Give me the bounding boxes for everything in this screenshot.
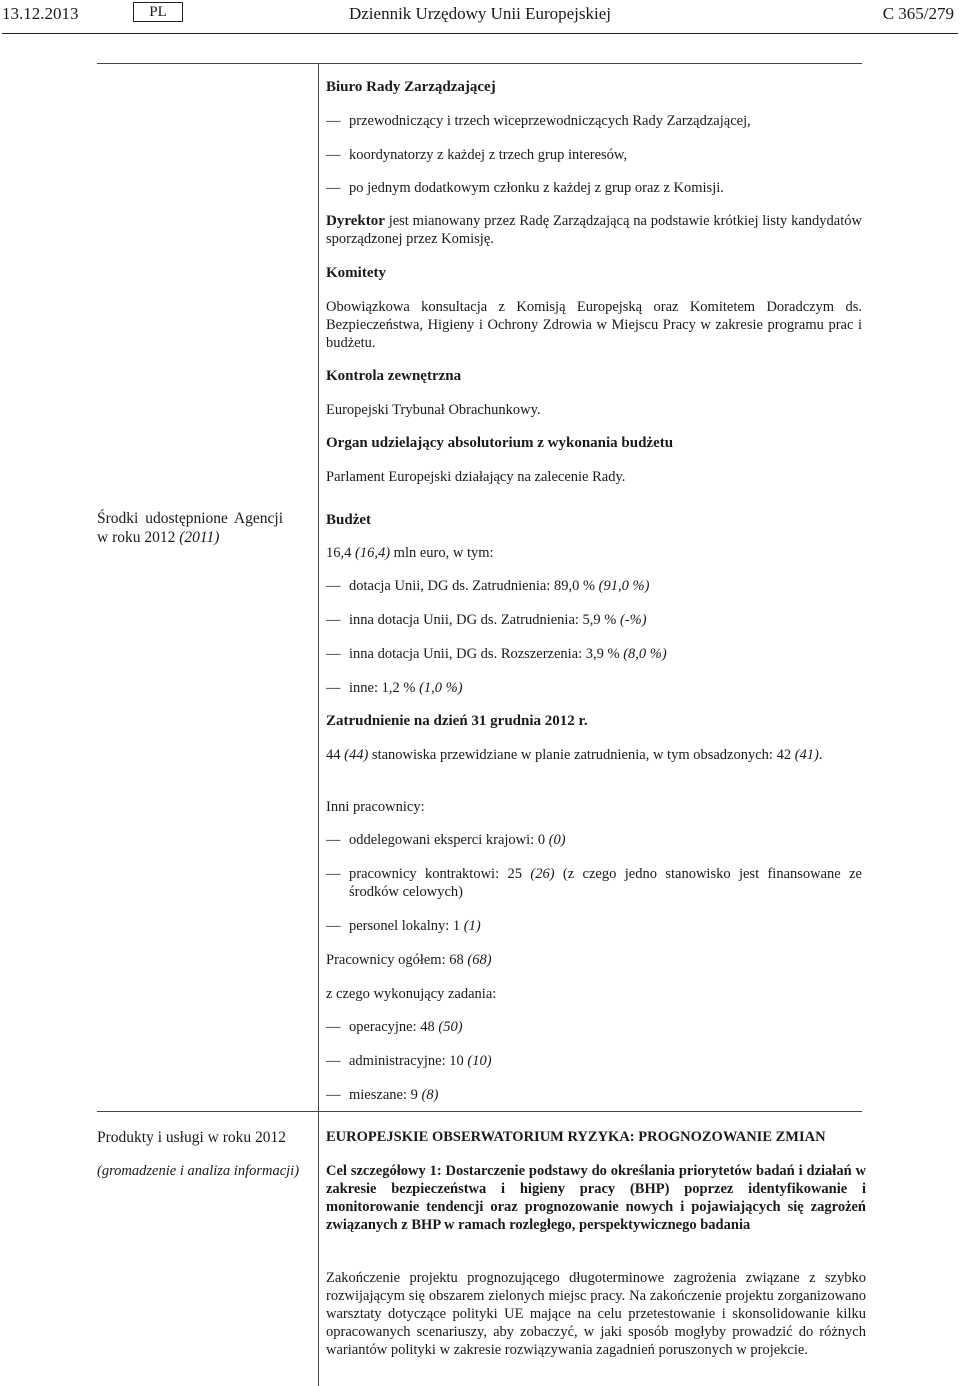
objective-paragraph: Cel szczegółowy 1: Dostarczenie podstawy do określania priorytetów badań i działań w zakresie bezpieczeństwa i higieny pracy (BHP) poprzez identyfikowanie i monitorowanie tendencji oraz prognozowanie nowych i pojawiających się zagrożeń związanych z BHP w ramach rozległego, perspektywicznego badania [326, 1163, 866, 1233]
discharge-heading: Organ udzielający absolutorium z wykonania budżetu [326, 435, 674, 451]
director-paragraph: Dyrektor jest mianowany przez Radę Zarządzającą na podstawie krótkiej listy kandydatów sporządzonej przez Komisję. [326, 213, 862, 247]
committees-heading: Komitety [326, 265, 386, 281]
board-list-item: — koordynatorzy z każdej z trzech grup interesów, [326, 147, 628, 163]
products-title: EUROPEJSKIE OBSERWATORIUM RYZYKA: PROGNOZOWANIE ZMIAN [326, 1129, 826, 1145]
resources-label-line2: w roku 2012 (2011) [97, 529, 220, 546]
other-staff-item: — oddelegowani eksperci krajowi: 0 (0) [326, 832, 566, 848]
table-column-divider [318, 63, 319, 1386]
budget-list-item: — inna dotacja Unii, DG ds. Zatrudnienia: 5,9 % (-%) [326, 612, 647, 628]
board-list-item: — po jednym dodatkowym członku z każdej z grup oraz z Komisji. [326, 180, 724, 196]
other-staff-item: — personel lokalny: 1 (1) [326, 918, 481, 934]
table-row-divider [97, 1111, 862, 1112]
task-item: — mieszane: 9 (8) [326, 1087, 439, 1103]
language-badge: PL [133, 2, 183, 22]
external-control-text: Europejski Trybunał Obrachunkowy. [326, 402, 541, 418]
publication-date: 13.12.2013 [2, 4, 79, 23]
external-control-heading: Kontrola zewnętrzna [326, 368, 462, 384]
header-divider [2, 33, 958, 34]
posts-paragraph: 44 (44) stanowiska przewidziane w planie zatrudnienia, w tym obsadzonych: 42 (41). [326, 747, 823, 763]
journal-title: Dziennik Urzędowy Unii Europejskiej [348, 4, 611, 23]
table-top-rule [97, 63, 862, 64]
tasks-label: z czego wykonujący zadania: [326, 986, 497, 1002]
budget-heading: Budżet [326, 512, 371, 528]
journal-reference: C 365/279 [882, 4, 954, 23]
task-item: — administracyjne: 10 (10) [326, 1053, 492, 1069]
budget-list-item: — inna dotacja Unii, DG ds. Rozszerzenia: 3,9 % (8,0 %) [326, 646, 667, 662]
total-staff: Pracownicy ogółem: 68 (68) [326, 952, 492, 968]
products-paragraph: Zakończenie projektu prognozującego długoterminowe zagrożenia związane z szybko rozwijającym się obszarem zielonych miejsc pracy. Na zakończenie projektu zorganizowano warsztaty dotyczące polityki UE mające na celu przetestowanie i skonsolidowanie kilku opracowanych scenariuszy, aby zobaczyć, w jaki sposób mogłyby prowadzić do różnych wariantów polityki w zakresie rozwiązywania zagadnień poruszonych w projekcie. [326, 1270, 866, 1358]
committees-paragraph: Obowiązkowa konsultacja z Komisją Europejską oraz Komitetem Doradczym ds. Bezpieczeństwa, Higieny i Ochrony Zdrowia w Miejscu Pracy w zakresie programu prac i budżetu. [326, 299, 862, 351]
products-label: Produkty i usługi w roku 2012 [97, 1129, 287, 1146]
budget-list-item: — dotacja Unii, DG ds. Zatrudnienia: 89,0 % (91,0 %) [326, 578, 650, 594]
task-item: — operacyjne: 48 (50) [326, 1019, 463, 1035]
other-staff-label: Inni pracownicy: [326, 799, 425, 815]
budget-list-item: — inne: 1,2 % (1,0 %) [326, 680, 463, 696]
board-office-heading: Biuro Rady Zarządzającej [326, 79, 496, 95]
products-sublabel: (gromadzenie i analiza informacji) [97, 1163, 300, 1179]
resources-label-line1: Środki udostępnione Agencji [97, 510, 283, 527]
discharge-text: Parlament Europejski działający na zalecenie Rady. [326, 469, 626, 485]
board-list-item: — przewodniczący i trzech wiceprzewodniczących Rady Zarządzającej, [326, 113, 751, 129]
other-staff-item: — pracownicy kontraktowi: 25 (26) (z czego jedno stanowisko jest finansowane ze środków celowych) [326, 866, 862, 900]
staff-heading: Zatrudnienie na dzień 31 grudnia 2012 r. [326, 713, 588, 729]
budget-total: 16,4 (16,4) mln euro, w tym: [326, 545, 494, 561]
